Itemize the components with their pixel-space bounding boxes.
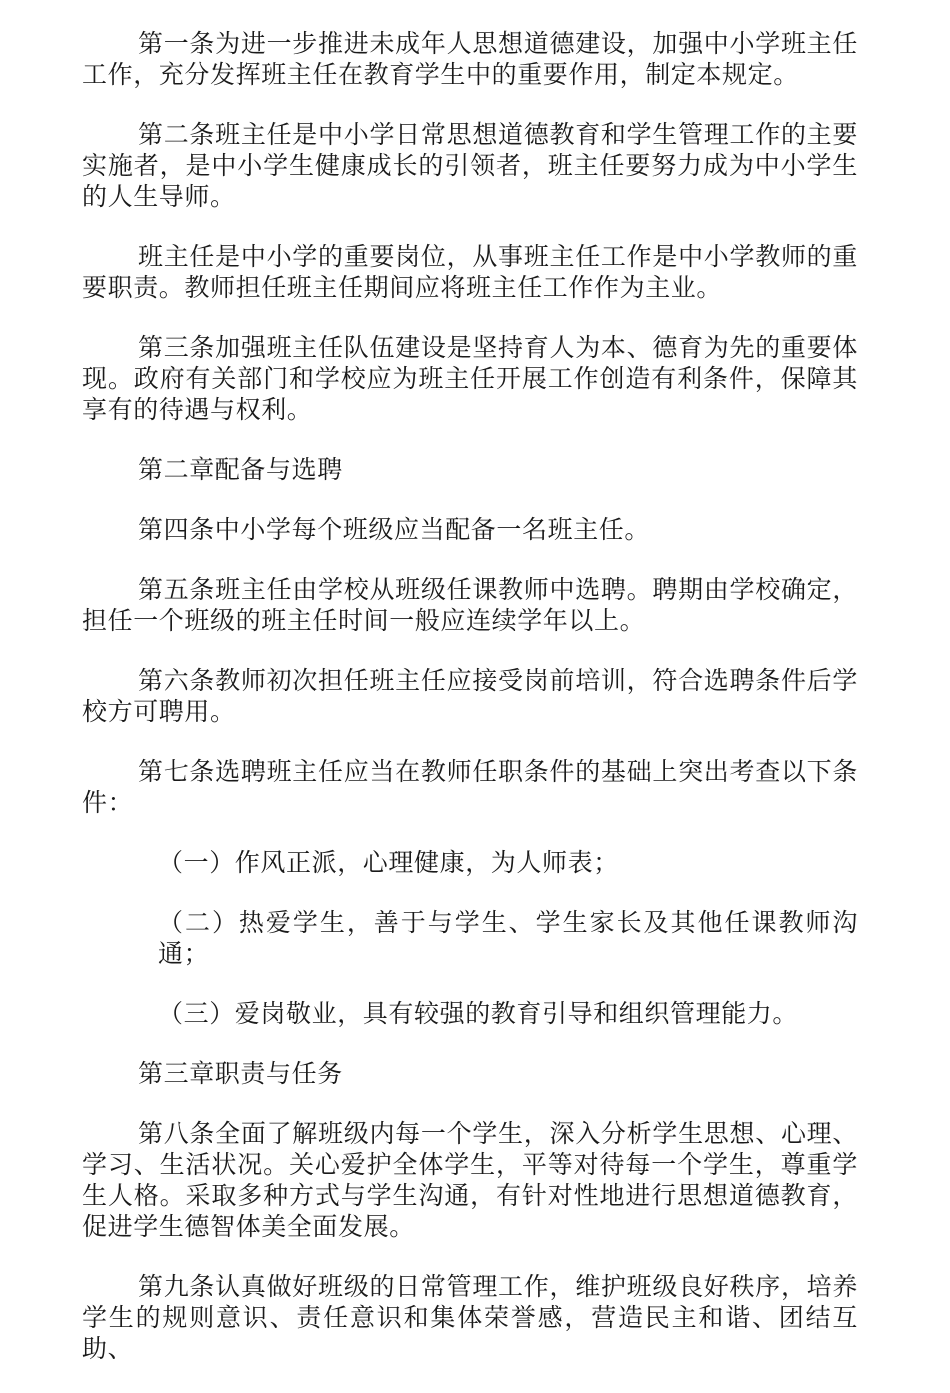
article-2-continued: 班主任是中小学的重要岗位，从事班主任工作是中小学教师的重要职责。教师担任班主任期间应将班主任工作作为主业。 [82, 242, 858, 302]
article-6: 第六条教师初次担任班主任应接受岗前培训，符合选聘条件后学校方可聘用。 [82, 666, 858, 726]
article-2: 第二条班主任是中小学日常思想道德教育和学生管理工作的主要实施者，是中小学生健康成长的引领者，班主任要努力成为中小学生的人生导师。 [82, 120, 858, 211]
chapter-3-heading: 第三章职责与任务 [138, 1059, 343, 1088]
article-9: 第九条认真做好班级的日常管理工作，维护班级良好秩序，培养学生的规则意识、责任意识和集体荣誉感，营造民主和谐、团结互助、 [82, 1272, 858, 1363]
article-7-item-2: （二）热爱学生，善于与学生、学生家长及其他任课教师沟通； [158, 908, 858, 968]
article-3: 第三条加强班主任队伍建设是坚持育人为本、德育为先的重要体现。政府有关部门和学校应为班主任开展工作创造有利条件，保障其享有的待遇与权利。 [82, 333, 858, 424]
article-4: 第四条中小学每个班级应当配备一名班主任。 [138, 515, 651, 544]
article-1: 第一条为进一步推进未成年人思想道德建设，加强中小学班主任工作，充分发挥班主任在教育学生中的重要作用，制定本规定。 [82, 29, 858, 89]
article-5: 第五条班主任由学校从班级任课教师中选聘。聘期由学校确定，担任一个班级的班主任时间一般应连续学年以上。 [82, 575, 858, 635]
article-7-item-3: （三）爱岗敬业，具有较强的教育引导和组织管理能力。 [158, 999, 799, 1028]
chapter-2-heading: 第二章配备与选聘 [138, 455, 343, 484]
document-page [82, 28, 858, 1393]
article-8: 第八条全面了解班级内每一个学生，深入分析学生思想、心理、学习、生活状况。关心爱护全体学生，平等对待每一个学生，尊重学生人格。采取多种方式与学生沟通，有针对性地进行思想道德教育，促进学生德智体美全面发展。 [82, 1119, 858, 1241]
article-7: 第七条选聘班主任应当在教师任职条件的基础上突出考查以下条件： [82, 757, 858, 817]
article-7-item-1: （一）作风正派，心理健康，为人师表； [158, 848, 619, 877]
